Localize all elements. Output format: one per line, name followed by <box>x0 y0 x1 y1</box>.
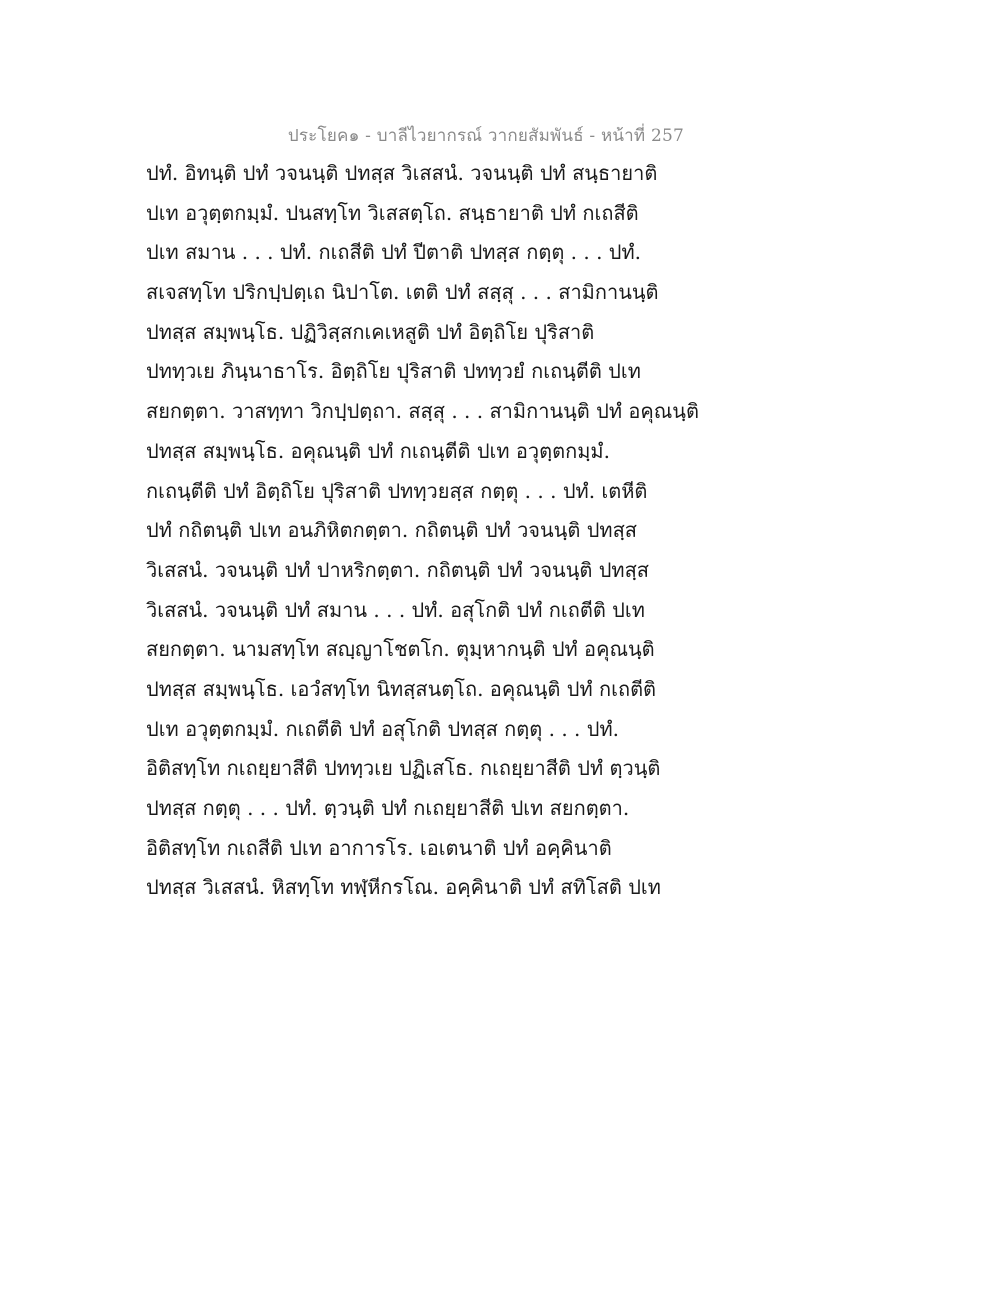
text-line: ปเท สมาน . . . ปทํ. กเถสีติ ปทํ ปีตาติ ปทสฺส กตฺตุ . . . ปทํ. <box>146 240 642 265</box>
text-line: วิเสสนํ. วจนนฺติ ปทํ สมาน . . . ปทํ. อสุโกติ ปทํ กเถตีติ ปเท <box>146 597 645 622</box>
text-line: ปทสฺส สมฺพนฺโธ. เอวํสทฺโท นิทสฺสนตฺโถ. อคุณนฺติ ปทํ กเถตีติ <box>146 676 657 701</box>
text-line: สยกตฺตา. นามสทฺโท สญฺญาโชตโก. ตุมฺหากนฺติ ปทํ อคุณนฺติ <box>146 637 655 662</box>
text-line: ปทสฺส กตฺตุ . . . ปทํ. ตฺวนฺติ ปทํ กเถยฺยาสีติ ปเท สยกตฺตา. <box>146 796 630 820</box>
text-line: สยกตฺตา. วาสทฺทา วิกปฺปตฺถา. สสฺสุ . . . สามิกานนฺติ ปทํ อคุณนฺติ <box>146 399 699 424</box>
text-line: ปทสฺส สมฺพนฺโธ. ปฏิวิสฺสกเคเหสูติ ปทํ อิตฺถิโย ปุริสาติ <box>146 319 595 344</box>
text-line: ปทสฺส วิเสสนํ. หิสทฺโท ทฬฺหีกรโณ. อคฺคินาติ ปทํ สทิโสติ ปเท <box>146 875 661 900</box>
text-line: สเจสทฺโท ปริกปฺปตฺเถ นิปาโต. เตติ ปทํ สสฺสุ . . . สามิกานนฺติ <box>146 280 659 305</box>
text-line: อิติสทฺโท กเถยฺยาสีติ ปททฺวเย ปฏิเสโธ. กเถยฺยาสีติ ปทํ ตฺวนฺติ <box>146 756 661 781</box>
text-line: อิติสทฺโท กเถสีติ ปเท อาการโร. เอเตนาติ ปทํ อคฺคินาติ <box>146 835 612 860</box>
text-line: ปทํ กถิตนฺติ ปเท อนภิหิตกตฺตา. กถิตนฺติ ปทํ วจนนฺติ ปทสฺส <box>146 518 637 543</box>
text-line: ปเท อวุตฺตกมฺมํ. ปนสทฺโท วิเสสตฺโถ. สนฺธายาติ ปทํ กเถสีติ <box>146 200 639 225</box>
text-line: กเถนฺตีติ ปทํ อิตฺถิโย ปุริสาติ ปททฺวยสฺส กตฺตุ . . . ปทํ. เตหีติ <box>146 478 648 503</box>
text-line: ปทสฺส สมฺพนฺโธ. อคุณนฺติ ปทํ กเถนฺตีติ ปเท อวุตฺตกมฺมํ. <box>146 438 610 463</box>
text-line: ปททฺวเย ภินฺนาธาโร. อิตฺถิโย ปุริสาติ ปททฺวยํ กเถนฺตีติ ปเท <box>146 359 641 384</box>
text-line: ปเท อวุตฺตกมฺมํ. กเถตีติ ปทํ อสุโกติ ปทสฺส กตฺตุ . . . ปทํ. <box>146 716 619 741</box>
text-line: ปทํ. อิทนฺติ ปทํ วจนนฺติ ปทสฺส วิเสสนํ. วจนนฺติ ปทํ สนฺธายาติ <box>146 161 658 185</box>
running-header: ประโยค๑ - บาลีไวยากรณ์ วากยสัมพันธ์ - หน้าที่ 257 <box>287 126 684 146</box>
body-text <box>146 154 699 908</box>
text-line: วิเสสนํ. วจนนฺติ ปทํ ปาหริกตฺตา. กถิตนฺติ ปทํ วจนนฺติ ปทสฺส <box>146 557 650 582</box>
